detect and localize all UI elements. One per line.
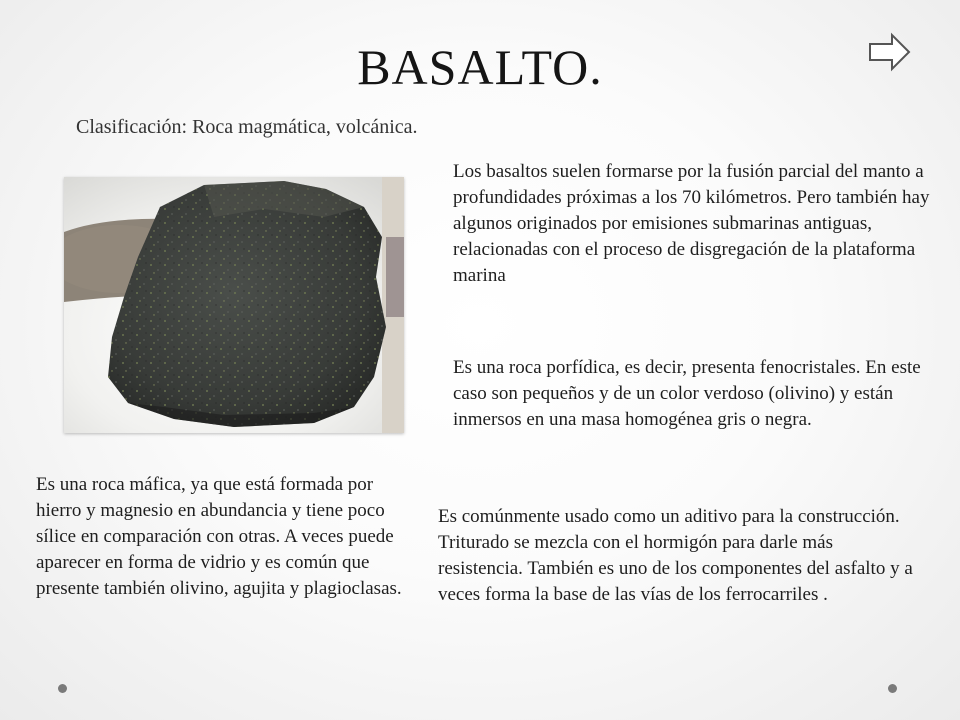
basalt-rock-photo [64, 177, 404, 433]
mafic-paragraph: Es una roca máfica, ya que está formada por hierro y magnesio en abundancia y tiene poco sílice en comparación con otras. A veces puede aparecer en forma de vidrio y es común que presente también olivino, agujita y plagioclasas. [36, 474, 402, 599]
corner-dot-left [58, 684, 67, 693]
slide-title: BASALTO. [357, 39, 603, 95]
corner-dot-right [888, 684, 897, 693]
formation-paragraph: Los basaltos suelen formarse por la fusión parcial del manto a profundidades próximas a los 70 kilómetros. Pero también hay algunos originados por emisiones submarinas antiguas, relacionadas con el proceso de disgregación de la plataforma marina [453, 161, 930, 286]
uses-paragraph: Es comúnmente usado como un aditivo para la construcción. Triturado se mezcla con el hormigón para darle más resistencia. También es uno de los componentes del asfalto y a veces forma la base de las vías de los ferrocarriles . [438, 506, 913, 605]
right-arrow-icon[interactable] [868, 32, 912, 72]
classification-label: Clasificación: Roca magmática, volcánica. [76, 116, 418, 138]
porphyritic-paragraph: Es una roca porfídica, es decir, presenta fenocristales. En este caso son pequeños y de un color verdoso (olivino) y están inmersos en una masa homogénea gris o negra. [453, 357, 921, 430]
